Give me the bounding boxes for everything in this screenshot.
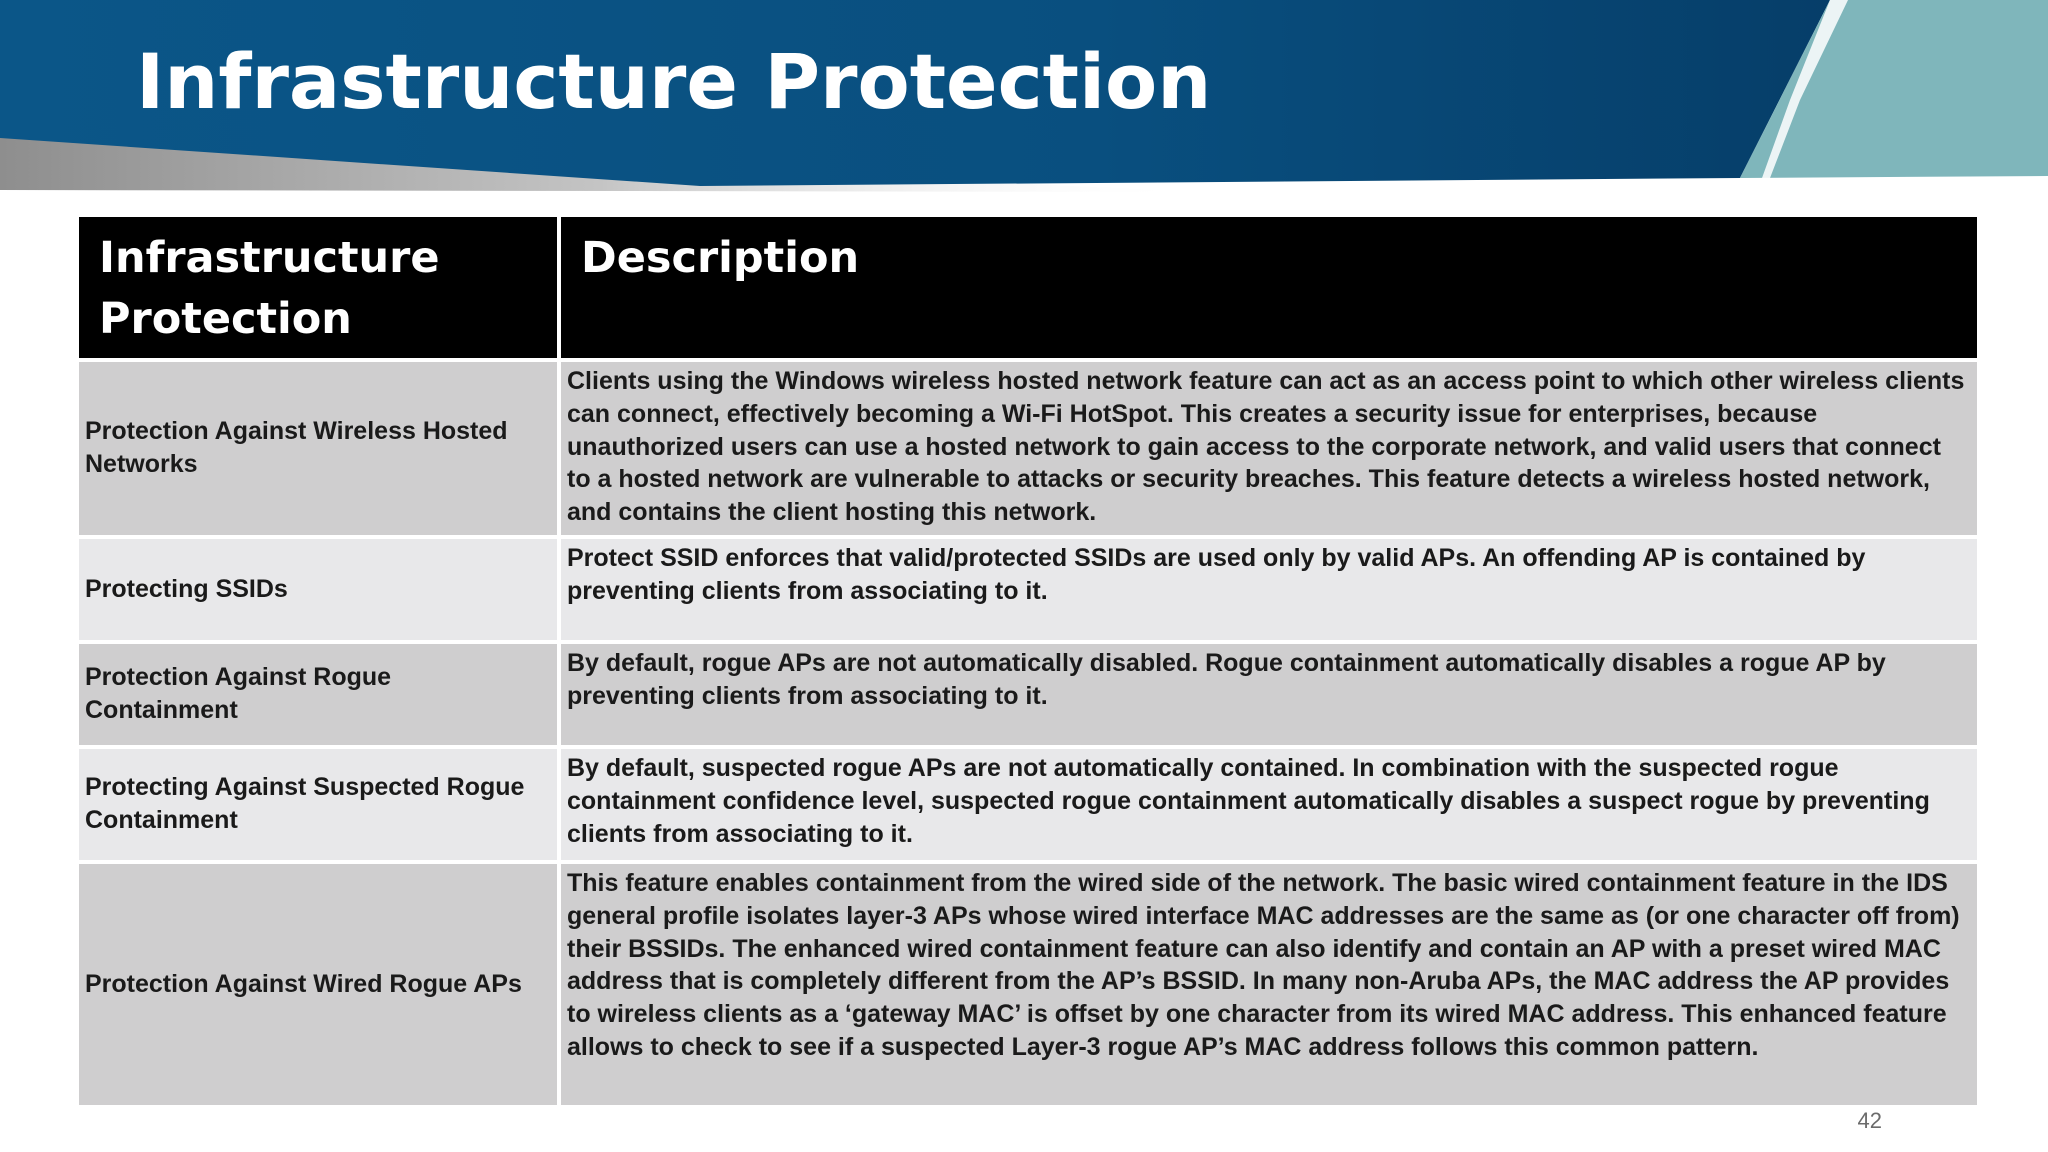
infrastructure-protection-table	[79, 217, 1977, 1109]
table-header-row	[79, 217, 1977, 360]
description-cell: By default, suspected rogue APs are not automatically contained. In combination with the suspected rogue containment confidence level, suspected rogue containment automatically disables a suspect rogue by preventing clients from associating to it.	[559, 747, 1977, 862]
column-header-protection: Infrastructure Protection	[79, 217, 559, 360]
table-row	[79, 360, 1977, 537]
protection-name-cell: Protecting SSIDs	[79, 537, 559, 642]
column-header-description: Description	[559, 217, 1977, 360]
table-row	[79, 862, 1977, 1107]
description-cell: Protect SSID enforces that valid/protected SSIDs are used only by valid APs. An offending AP is contained by preventing clients from associating to it.	[559, 537, 1977, 642]
protection-name-cell: Protecting Against Suspected Rogue Containment	[79, 747, 559, 862]
description-cell: Clients using the Windows wireless hosted network feature can act as an access point to which other wireless clients can connect, effectively becoming a Wi-Fi HotSpot. This creates a security issue for enterprises, because unauthorized users can use a hosted network to gain access to the corporate network, and valid users that connect to a hosted network are vulnerable to attacks or security breaches. This feature detects a wireless hosted network, and contains the client hosting this network.	[559, 360, 1977, 537]
protection-name-cell: Protection Against Rogue Containment	[79, 642, 559, 747]
description-cell: This feature enables containment from the wired side of the network. The basic wired containment feature in the IDS general profile isolates layer-3 APs whose wired interface MAC addresses are the same as (or one character off from) their BSSIDs. The enhanced wired containment feature can also identify and contain an AP with a preset wired MAC address that is completely different from the AP’s BSSID. In many non-Aruba APs, the MAC address the AP provides to wireless clients as a ‘gateway MAC’ is offset by one character from its wired MAC address. This enhanced feature allows to check to see if a suspected Layer-3 rogue AP’s MAC address follows this common pattern.	[559, 862, 1977, 1107]
table-container	[79, 217, 1977, 1109]
table-row	[79, 642, 1977, 747]
protection-name-cell: Protection Against Wired Rogue APs	[79, 862, 559, 1107]
table-row	[79, 537, 1977, 642]
description-cell: By default, rogue APs are not automatically disabled. Rogue containment automatically disables a rogue AP by preventing clients from associating to it.	[559, 642, 1977, 747]
page-number: 42	[1857, 1108, 1882, 1133]
protection-name-cell: Protection Against Wireless Hosted Networks	[79, 360, 559, 537]
table-row	[79, 747, 1977, 862]
slide-title: Infrastructure Protection	[136, 37, 1212, 126]
